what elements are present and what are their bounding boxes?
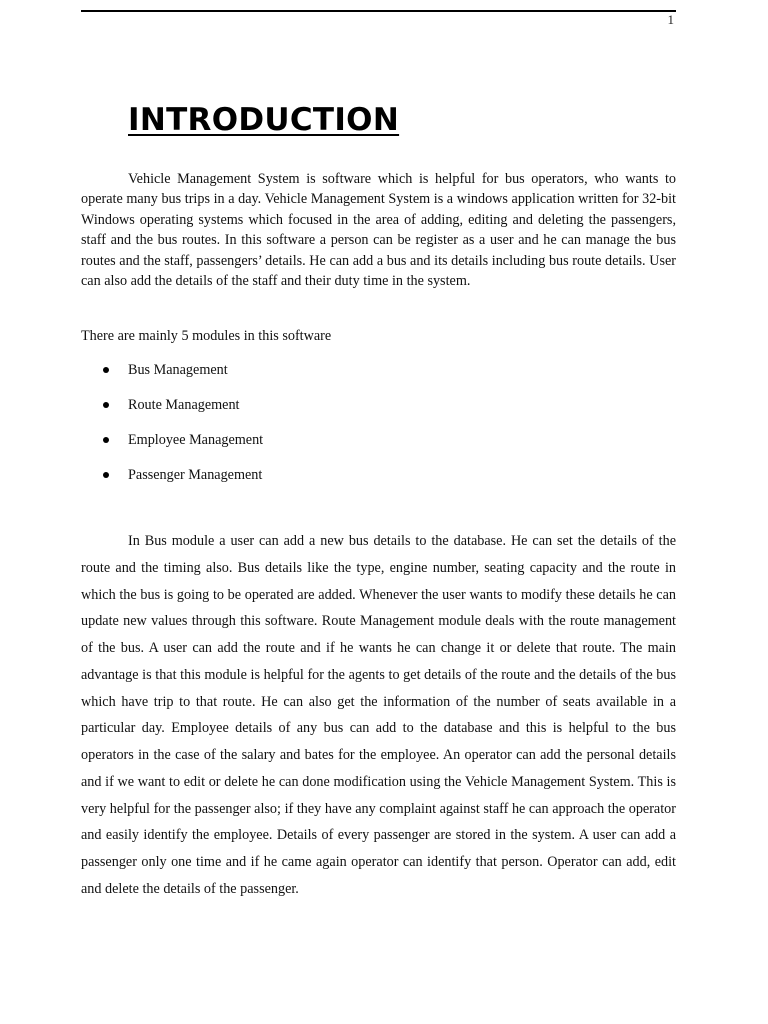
list-item [81, 465, 676, 500]
list-item [81, 430, 676, 465]
modules-intro: There are mainly 5 modules in this software [81, 328, 332, 344]
header-rule [81, 10, 676, 12]
bullet-icon [103, 437, 109, 443]
page-title: INTRODUCTION [128, 102, 400, 138]
bullet-icon [103, 367, 109, 373]
bullet-icon [103, 402, 109, 408]
module-list [81, 360, 676, 500]
bullet-icon [103, 472, 109, 478]
module-label: Employee Management [128, 432, 264, 448]
module-label: Route Management [128, 397, 240, 413]
list-item [81, 395, 676, 430]
intro-paragraph: Vehicle Management System is software which is helpful for bus operators, who wants to operate many bus trips in a day. Vehicle Management System is a windows application written for 32-bit Windows operating systems which focused in the area of adding, editing and deleting the passengers, staff and the bus routes. In this software a person can be register as a user and he can manage the bus routes and the staff, passengers’ details. He can add a bus and its details including bus route details. User can also add the details of the staff and their duty time in the system. [81, 171, 676, 290]
body-paragraph: In Bus module a user can add a new bus details to the database. He can set the details of the route and the timing also. Bus details like the type, engine number, seating capacity and the route in which the bus is going to be operated are added. Whenever the user wants to modify these details he can update new values through this software. Route Management module deals with the route management of the bus. A user can add the route and if he wants he can change it or delete that route. The main advantage is that this module is helpful for the agents to get details of the route and the details of the bus which have trip to that route. He can also get the information of the number of seats available in a particular day. Employee details of any bus can add to the database and this is helpful to the bus operators in the case of the salary and bates for the employee. An operator can add the personal details and if we want to edit or delete he can done modification using the Vehicle Management System. This is very helpful for the passenger also; if they have any complaint against staff he can approach the operator and easily identify the employee. Details of every passenger are stored in the system. A user can add a passenger only one time and if he came again operator can identify that person. Operator can add, edit and delete the details of the passenger. [81, 533, 676, 897]
list-item [81, 360, 676, 395]
page-number: 1 [667, 12, 674, 27]
module-label: Bus Management [128, 362, 228, 378]
module-label: Passenger Management [128, 467, 263, 483]
